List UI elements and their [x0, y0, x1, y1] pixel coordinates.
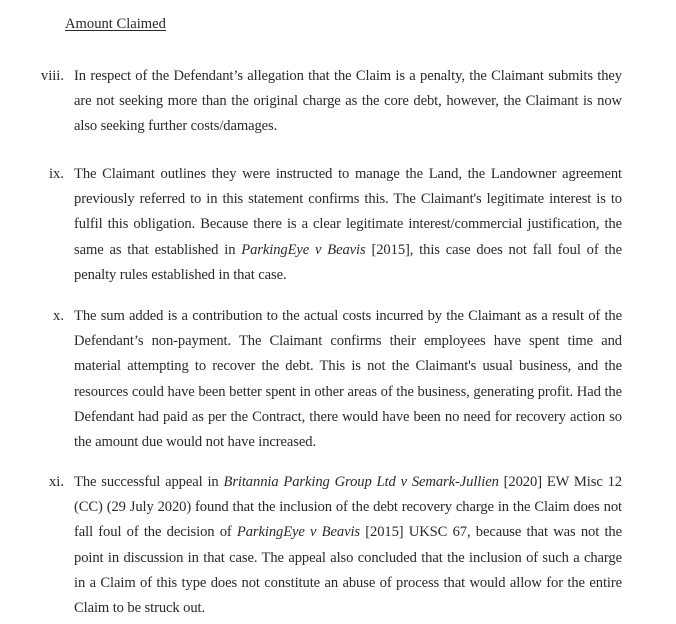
list-marker: xi.	[49, 474, 64, 490]
case-citation: ParkingEye v Beavis	[241, 241, 366, 258]
case-citation: Britannia Parking Group Ltd v Semark-Jullien	[223, 474, 499, 490]
case-citation: ParkingEye v Beavis	[236, 524, 360, 541]
text-run: The successful appeal in	[74, 474, 224, 490]
text-run: In respect of the Defendant’s allegation that the Claim is a penalty, the Claimant submits they are not seeking more than the original charge as the core debt, however, the Claimant is now also seeking further costs/damages.	[74, 68, 622, 135]
list-marker: viii.	[40, 68, 64, 84]
paragraph-text	[74, 64, 622, 140]
text-run: The Claimant outlines they were instructed to manage the Land, the Landowner agreement previously referred to in this statement confirms this. The Claimant's legitimate interest is to fulfil this obligation. Because there is a clear legitimate interest/commercial justification, the same as that established in	[74, 166, 622, 258]
section-heading: Amount Claimed	[65, 16, 166, 32]
list-marker: ix.	[49, 166, 64, 182]
text-run: [2020] EW Misc 12 (CC) (29 July 2020) found that the inclusion of the debt recovery charge in the Claim does not fall foul of the decision of	[74, 474, 622, 541]
text-run: [2015] UKSC 67, because that was not the point in discussion in that case. The appeal also concluded that the inclusion of such a charge in a Claim of this type does not constitute an abuse of process that would allow for the entire Claim to be struck out.	[74, 524, 622, 617]
paragraph-text	[74, 470, 622, 621]
text-run: [2015], this case does not fall foul of the penalty rules established in that case.	[74, 241, 623, 283]
list-marker: x.	[53, 308, 64, 324]
paragraph-text	[74, 162, 622, 288]
paragraph-text	[74, 304, 622, 455]
text-run: The sum added is a contribution to the actual costs incurred by the Claimant as a result of the Defendant’s non-payment. The Claimant confirms their employees have spent time and material attempting to recover the debt. This is not the Claimant's usual business, and the resources could have been better spent in other areas of the business, generating profit. Had the Defendant had paid as per the Contract, there would have been no need for recovery action so the amount due would not have increased.	[74, 308, 622, 451]
